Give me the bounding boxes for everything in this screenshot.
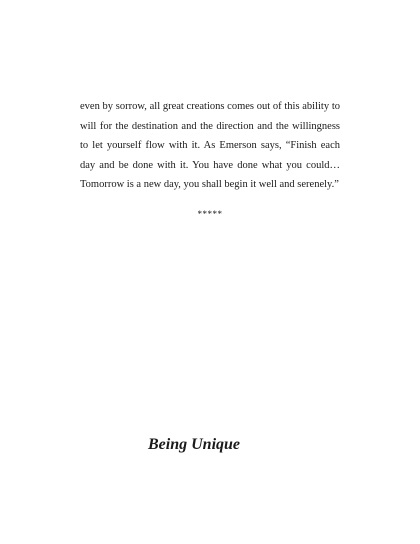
section-break-asterisks: ***** — [197, 209, 223, 219]
body-paragraph: even by sorrow, all great creations comes out of this ability to will for the destination and the direction and the willingness to let yourself flow with it. As Emerson says, “Finish each day and be done with it. You have done what you could…Tomorrow is a new day, you shall begin it well and serenely.” — [80, 101, 340, 191]
chapter-heading: Being Unique — [148, 436, 241, 453]
